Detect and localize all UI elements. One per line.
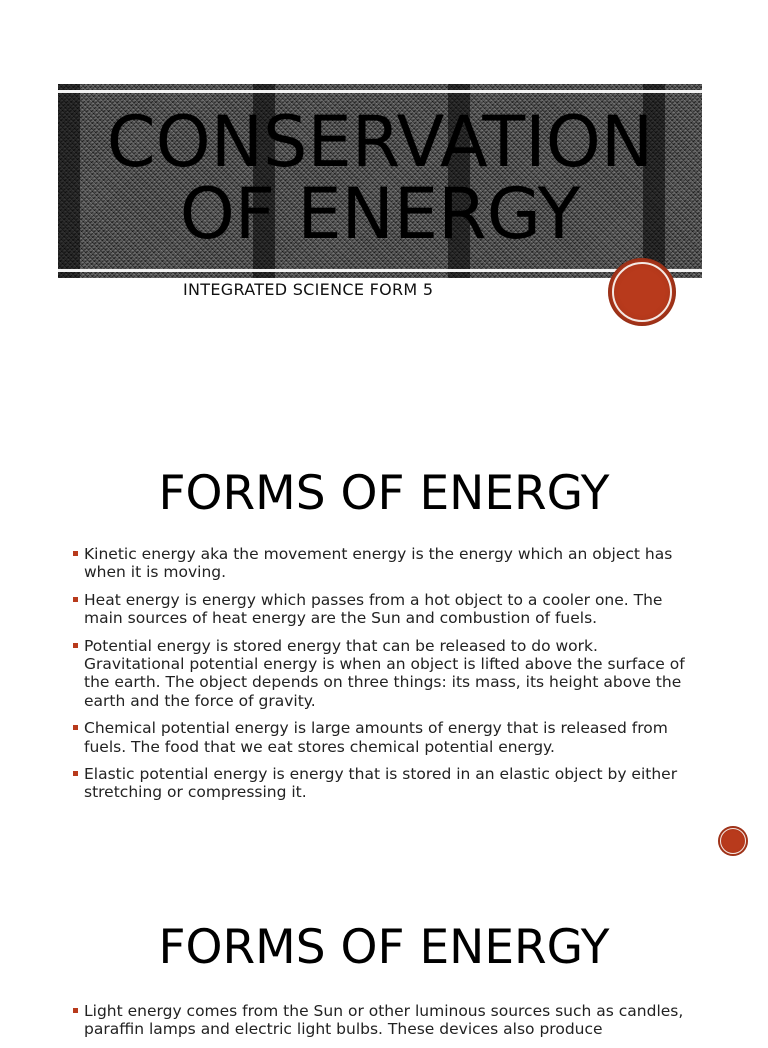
- forms-of-energy-slide-2: [0, 890, 768, 1039]
- decorative-circle-small: [718, 826, 748, 856]
- decorative-circle-large: [608, 258, 676, 326]
- presentation-subtitle: INTEGRATED SCIENCE FORM 5: [183, 280, 434, 299]
- bullet-potential-energy: Potential energy is stored energy that can be released to do work. Gravitational potential energy is when an object is lifted above the surface of the earth. The object depends on three things: its mass, its height above the earth and the force of gravity.: [84, 637, 702, 711]
- bullet-light-energy: Light energy comes from the Sun or other luminous sources such as candles, paraffin lamps and electric light bulbs. These devices also produce: [84, 1002, 702, 1039]
- title-line-2: OF ENERGY: [179, 173, 581, 255]
- banner-top-rule: [58, 90, 702, 93]
- bullet-list: [84, 545, 702, 811]
- title-banner: [58, 84, 702, 278]
- slide-heading: FORMS OF ENERGY: [158, 920, 610, 975]
- bullet-chemical-energy: Chemical potential energy is large amounts of energy that is released from fuels. The food that we eat stores chemical potential energy.: [84, 719, 702, 756]
- title-slide: [0, 0, 768, 400]
- bullet-heat-energy: Heat energy is energy which passes from a hot object to a cooler one. The main sources of heat energy are the Sun and combustion of fuels.: [84, 591, 702, 628]
- title-line-1: CONSERVATION: [106, 101, 654, 183]
- forms-of-energy-slide: [0, 430, 768, 870]
- presentation-title: [58, 101, 702, 255]
- bullet-elastic-energy: Elastic potential energy is energy that is stored in an elastic object by either stretching or compressing it.: [84, 765, 702, 802]
- slide-heading: FORMS OF ENERGY: [158, 466, 610, 521]
- banner-bottom-rule: [58, 269, 702, 272]
- bullet-list: [84, 1002, 702, 1048]
- bullet-kinetic-energy: Kinetic energy aka the movement energy is the energy which an object has when it is moving.: [84, 545, 702, 582]
